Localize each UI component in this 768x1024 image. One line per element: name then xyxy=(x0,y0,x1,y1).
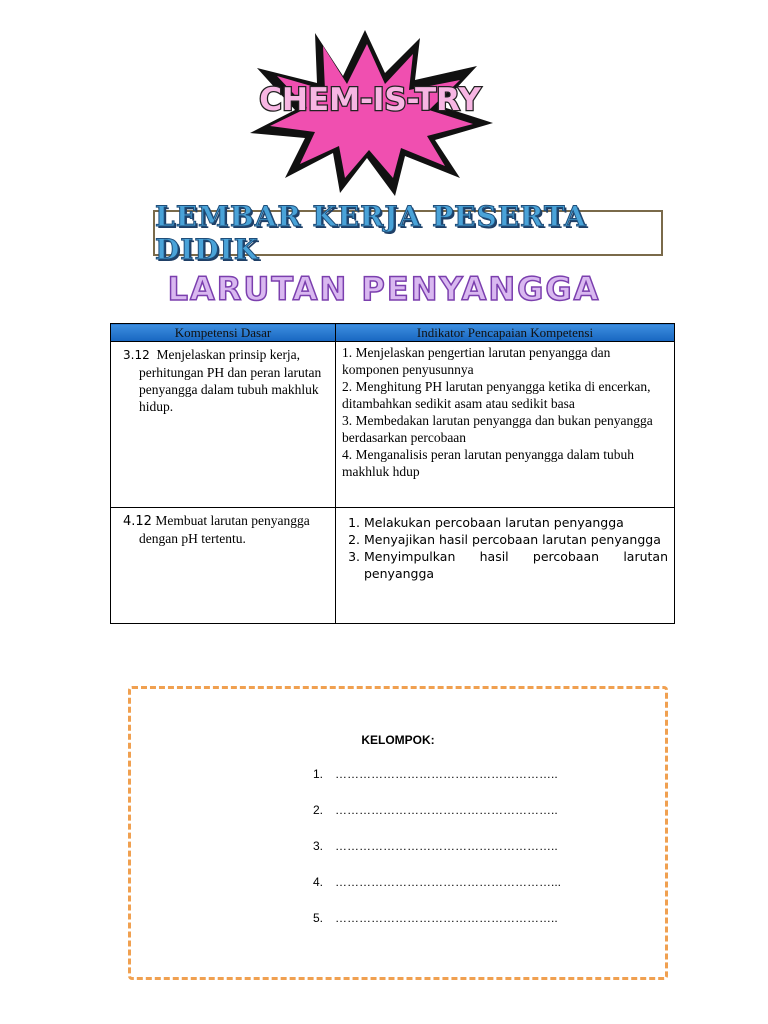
table-row xyxy=(111,508,675,624)
kd-item xyxy=(117,346,329,415)
indicator-item: 3. Membedakan larutan penyangga dan bukan penyangga berdasarkan percobaan xyxy=(342,413,653,445)
group-title: KELOMPOK: xyxy=(361,733,435,747)
kd-text: Membuat larutan penyangga dengan pH tertentu. xyxy=(139,513,310,546)
indicator-list xyxy=(342,514,668,582)
table-cell-kd xyxy=(111,342,336,508)
title-box xyxy=(153,200,663,266)
starburst-icon xyxy=(245,28,495,198)
chem-is-try-logo xyxy=(245,28,495,198)
group-box xyxy=(128,686,668,980)
table-row xyxy=(111,342,675,508)
table-cell-indicators xyxy=(336,342,675,508)
table-cell-indicators xyxy=(336,508,675,624)
logo-text: CHEM-IS-TRY xyxy=(259,82,481,118)
group-member-row[interactable]: 1. ……………………………………………….. xyxy=(313,767,558,781)
indicator-item: 1. Melakukan percobaan larutan penyangga xyxy=(364,514,668,531)
page-subtitle: LARUTAN PENYANGGA xyxy=(167,270,601,308)
kd-number: 3.12 xyxy=(123,348,150,362)
group-member-row[interactable]: 5. ……………………………………………….. xyxy=(313,911,558,925)
table-header-row xyxy=(111,324,675,342)
indicator-item: 1. Menjelaskan pengertian larutan penyangga dan komponen penyusunnya xyxy=(342,345,611,377)
competency-table xyxy=(110,323,675,624)
indicator-item: 2. Menyajikan hasil percobaan larutan penyangga xyxy=(364,531,668,548)
table-cell-kd xyxy=(111,508,336,624)
group-member-row[interactable]: 4. ………………………………………………... xyxy=(313,875,562,889)
column-header: Indikator Pencapaian Kompetensi xyxy=(336,324,675,342)
group-member-row[interactable]: 2. ……………………………………………….. xyxy=(313,803,558,817)
column-header: Kompetensi Dasar xyxy=(111,324,336,342)
kd-item xyxy=(117,512,329,547)
kd-text: Menjelaskan prinsip kerja, perhitungan PH dan peran larutan penyangga dalam tubuh makhluk hidup. xyxy=(139,347,322,414)
group-member-list xyxy=(313,767,561,947)
indicator-item: 2. Menghitung PH larutan penyangga ketika di encerkan, ditambahkan sedikit asam atau sedikit basa xyxy=(342,379,651,411)
indicator-item: 3. Menyimpulkan hasil percobaan larutan penyangga xyxy=(364,548,668,582)
indicator-item: 4. Menganalisis peran larutan penyangga dalam tubuh makhluk hdup xyxy=(342,447,635,479)
kd-number: 4.12 xyxy=(123,514,152,529)
group-member-row[interactable]: 3. ……………………………………………….. xyxy=(313,839,558,853)
page-title: LEMBAR KERJA PESERTA DIDIK xyxy=(155,200,587,266)
